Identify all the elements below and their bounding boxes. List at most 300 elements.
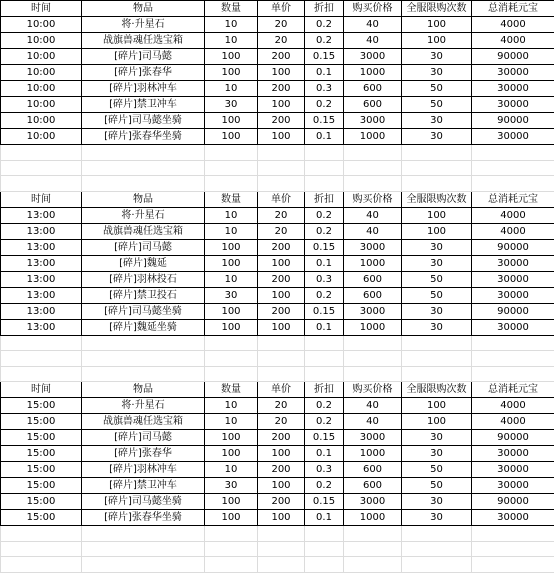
empty-cell[interactable]	[1, 160, 82, 176]
cell-item[interactable]: [碎片]羽林冲车	[82, 462, 205, 478]
cell-total-cost[interactable]: 4000	[472, 17, 554, 33]
cell-purchase-price[interactable]: 1000	[344, 510, 402, 526]
cell-quantity[interactable]: 10	[205, 414, 258, 430]
empty-cell[interactable]	[472, 557, 554, 573]
empty-cell[interactable]	[402, 351, 472, 367]
cell-item[interactable]: 将·升星石	[82, 17, 205, 33]
cell-unit-price[interactable]: 200	[258, 271, 305, 287]
cell-server-limit[interactable]: 30	[402, 510, 472, 526]
empty-cell[interactable]	[402, 366, 472, 382]
cell-discount[interactable]: 0.2	[305, 223, 344, 239]
cell-unit-price[interactable]: 100	[258, 478, 305, 494]
cell-quantity[interactable]: 100	[205, 255, 258, 271]
cell-quantity[interactable]: 100	[205, 65, 258, 81]
cell-item[interactable]: [碎片]司马懿	[82, 49, 205, 65]
cell-unit-price[interactable]: 20	[258, 207, 305, 223]
cell-time[interactable]: 13:00	[1, 239, 82, 255]
empty-cell[interactable]	[344, 366, 402, 382]
cell-total-cost[interactable]: 90000	[472, 49, 554, 65]
cell-server-limit[interactable]: 50	[402, 97, 472, 113]
cell-purchase-price[interactable]: 600	[344, 81, 402, 97]
cell-total-cost[interactable]: 4000	[472, 414, 554, 430]
cell-purchase-price[interactable]: 1000	[344, 255, 402, 271]
cell-quantity[interactable]: 30	[205, 478, 258, 494]
cell-total-cost[interactable]: 4000	[472, 223, 554, 239]
cell-purchase-price[interactable]: 3000	[344, 49, 402, 65]
cell-time[interactable]: 10:00	[1, 129, 82, 145]
cell-unit-price[interactable]: 20	[258, 223, 305, 239]
cell-item[interactable]: 战旗兽魂任选宝箱	[82, 33, 205, 49]
cell-server-limit[interactable]: 30	[402, 65, 472, 81]
empty-cell[interactable]	[1, 351, 82, 367]
cell-total-cost[interactable]: 4000	[472, 398, 554, 414]
cell-discount[interactable]: 0.2	[305, 207, 344, 223]
cell-time[interactable]: 15:00	[1, 510, 82, 526]
header-cell-quantity[interactable]: 数量	[205, 1, 258, 17]
cell-purchase-price[interactable]: 1000	[344, 129, 402, 145]
header-cell-item[interactable]: 物品	[82, 191, 205, 207]
cell-item[interactable]: [碎片]魏延坐骑	[82, 319, 205, 335]
cell-quantity[interactable]: 30	[205, 287, 258, 303]
cell-item[interactable]: [碎片]司马懿坐骑	[82, 303, 205, 319]
empty-cell[interactable]	[258, 526, 305, 542]
cell-unit-price[interactable]: 200	[258, 494, 305, 510]
cell-quantity[interactable]: 100	[205, 113, 258, 129]
header-cell-purchase-price[interactable]: 购买价格	[344, 382, 402, 398]
empty-cell[interactable]	[82, 557, 205, 573]
cell-quantity[interactable]: 100	[205, 319, 258, 335]
empty-cell[interactable]	[1, 541, 82, 557]
header-cell-time[interactable]: 时间	[1, 382, 82, 398]
empty-cell[interactable]	[472, 541, 554, 557]
empty-cell[interactable]	[305, 366, 344, 382]
cell-discount[interactable]: 0.2	[305, 478, 344, 494]
empty-cell[interactable]	[344, 526, 402, 542]
cell-purchase-price[interactable]: 600	[344, 97, 402, 113]
cell-server-limit[interactable]: 100	[402, 414, 472, 430]
cell-purchase-price[interactable]: 1000	[344, 319, 402, 335]
cell-time[interactable]: 10:00	[1, 33, 82, 49]
cell-unit-price[interactable]: 200	[258, 303, 305, 319]
cell-server-limit[interactable]: 30	[402, 303, 472, 319]
cell-quantity[interactable]: 10	[205, 17, 258, 33]
cell-server-limit[interactable]: 100	[402, 17, 472, 33]
cell-item[interactable]: [碎片]司马懿	[82, 239, 205, 255]
cell-quantity[interactable]: 30	[205, 97, 258, 113]
cell-total-cost[interactable]: 30000	[472, 287, 554, 303]
cell-quantity[interactable]: 10	[205, 33, 258, 49]
cell-server-limit[interactable]: 30	[402, 49, 472, 65]
empty-cell[interactable]	[258, 335, 305, 351]
header-cell-total-cost[interactable]: 总消耗元宝	[472, 1, 554, 17]
cell-unit-price[interactable]: 20	[258, 398, 305, 414]
cell-time[interactable]: 15:00	[1, 494, 82, 510]
header-cell-unit-price[interactable]: 单价	[258, 191, 305, 207]
cell-unit-price[interactable]: 200	[258, 113, 305, 129]
empty-cell[interactable]	[258, 541, 305, 557]
cell-item[interactable]: [碎片]禁卫投石	[82, 287, 205, 303]
cell-unit-price[interactable]: 100	[258, 319, 305, 335]
header-cell-item[interactable]: 物品	[82, 1, 205, 17]
cell-discount[interactable]: 0.2	[305, 33, 344, 49]
table-row	[1, 446, 554, 462]
cell-item[interactable]: [碎片]司马懿	[82, 430, 205, 446]
cell-purchase-price[interactable]: 40	[344, 17, 402, 33]
header-cell-server-limit[interactable]: 全服限购次数	[402, 382, 472, 398]
cell-total-cost[interactable]: 30000	[472, 65, 554, 81]
header-cell-server-limit[interactable]: 全服限购次数	[402, 191, 472, 207]
empty-cell[interactable]	[344, 557, 402, 573]
cell-purchase-price[interactable]: 40	[344, 207, 402, 223]
cell-server-limit[interactable]: 100	[402, 33, 472, 49]
table-row	[1, 510, 554, 526]
empty-cell[interactable]	[82, 526, 205, 542]
empty-cell[interactable]	[258, 557, 305, 573]
cell-item[interactable]: 将·升星石	[82, 207, 205, 223]
cell-server-limit[interactable]: 30	[402, 319, 472, 335]
cell-discount[interactable]: 0.2	[305, 414, 344, 430]
header-cell-purchase-price[interactable]: 购买价格	[344, 191, 402, 207]
cell-discount[interactable]: 0.3	[305, 81, 344, 97]
cell-discount[interactable]: 0.1	[305, 129, 344, 145]
table-row	[1, 65, 554, 81]
cell-unit-price[interactable]: 20	[258, 414, 305, 430]
cell-total-cost[interactable]: 30000	[472, 255, 554, 271]
cell-discount[interactable]: 0.1	[305, 255, 344, 271]
header-cell-quantity[interactable]: 数量	[205, 382, 258, 398]
empty-cell[interactable]	[305, 541, 344, 557]
cell-server-limit[interactable]: 30	[402, 239, 472, 255]
cell-discount[interactable]: 0.1	[305, 65, 344, 81]
header-cell-time[interactable]: 时间	[1, 191, 82, 207]
cell-quantity[interactable]: 10	[205, 223, 258, 239]
cell-purchase-price[interactable]: 600	[344, 271, 402, 287]
empty-cell[interactable]	[82, 176, 205, 192]
header-cell-item[interactable]: 物品	[82, 382, 205, 398]
empty-cell[interactable]	[344, 176, 402, 192]
empty-cell[interactable]	[205, 526, 258, 542]
cell-unit-price[interactable]: 100	[258, 287, 305, 303]
header-cell-discount[interactable]: 折扣	[305, 191, 344, 207]
cell-unit-price[interactable]: 100	[258, 446, 305, 462]
blank-row	[1, 145, 554, 161]
empty-cell[interactable]	[344, 145, 402, 161]
empty-cell[interactable]	[305, 557, 344, 573]
cell-server-limit[interactable]: 50	[402, 462, 472, 478]
cell-purchase-price[interactable]: 1000	[344, 65, 402, 81]
cell-total-cost[interactable]: 90000	[472, 239, 554, 255]
cell-item[interactable]: [碎片]张春华	[82, 446, 205, 462]
cell-unit-price[interactable]: 20	[258, 33, 305, 49]
cell-quantity[interactable]: 100	[205, 129, 258, 145]
cell-purchase-price[interactable]: 600	[344, 462, 402, 478]
cell-discount[interactable]: 0.1	[305, 319, 344, 335]
cell-unit-price[interactable]: 200	[258, 430, 305, 446]
cell-total-cost[interactable]: 30000	[472, 271, 554, 287]
cell-unit-price[interactable]: 100	[258, 510, 305, 526]
cell-purchase-price[interactable]: 3000	[344, 239, 402, 255]
cell-time[interactable]: 13:00	[1, 223, 82, 239]
cell-item[interactable]: [碎片]司马懿坐骑	[82, 113, 205, 129]
cell-server-limit[interactable]: 50	[402, 287, 472, 303]
cell-item[interactable]: [碎片]张春华	[82, 65, 205, 81]
cell-discount[interactable]: 0.2	[305, 17, 344, 33]
cell-total-cost[interactable]: 30000	[472, 81, 554, 97]
cell-time[interactable]: 15:00	[1, 478, 82, 494]
empty-cell[interactable]	[258, 366, 305, 382]
cell-item[interactable]: [碎片]司马懿坐骑	[82, 494, 205, 510]
cell-discount[interactable]: 0.15	[305, 430, 344, 446]
empty-cell[interactable]	[1, 145, 82, 161]
cell-server-limit[interactable]: 50	[402, 271, 472, 287]
header-cell-server-limit[interactable]: 全服限购次数	[402, 1, 472, 17]
cell-server-limit[interactable]: 30	[402, 129, 472, 145]
empty-cell[interactable]	[82, 366, 205, 382]
cell-quantity[interactable]: 100	[205, 430, 258, 446]
cell-total-cost[interactable]: 90000	[472, 430, 554, 446]
empty-cell[interactable]	[205, 366, 258, 382]
cell-discount[interactable]: 0.2	[305, 97, 344, 113]
empty-cell[interactable]	[1, 176, 82, 192]
header-cell-discount[interactable]: 折扣	[305, 382, 344, 398]
empty-cell[interactable]	[402, 176, 472, 192]
empty-cell[interactable]	[1, 366, 82, 382]
cell-discount[interactable]: 0.3	[305, 271, 344, 287]
cell-total-cost[interactable]: 90000	[472, 303, 554, 319]
empty-cell[interactable]	[472, 526, 554, 542]
cell-time[interactable]: 10:00	[1, 97, 82, 113]
cell-unit-price[interactable]: 100	[258, 129, 305, 145]
cell-unit-price[interactable]: 200	[258, 49, 305, 65]
cell-quantity[interactable]: 10	[205, 271, 258, 287]
empty-cell[interactable]	[402, 160, 472, 176]
empty-cell[interactable]	[402, 335, 472, 351]
cell-item[interactable]: [碎片]羽林投石	[82, 271, 205, 287]
blank-row	[1, 541, 554, 557]
cell-item[interactable]: 战旗兽魂任选宝箱	[82, 414, 205, 430]
empty-cell[interactable]	[205, 541, 258, 557]
header-cell-unit-price[interactable]: 单价	[258, 382, 305, 398]
header-cell-total-cost[interactable]: 总消耗元宝	[472, 191, 554, 207]
cell-unit-price[interactable]: 20	[258, 17, 305, 33]
cell-item[interactable]: [碎片]禁卫冲车	[82, 478, 205, 494]
cell-purchase-price[interactable]: 1000	[344, 446, 402, 462]
cell-discount[interactable]: 0.15	[305, 113, 344, 129]
cell-server-limit[interactable]: 30	[402, 113, 472, 129]
cell-item[interactable]: [碎片]张春华坐骑	[82, 510, 205, 526]
cell-item[interactable]: 将·升星石	[82, 398, 205, 414]
cell-quantity[interactable]: 100	[205, 303, 258, 319]
cell-total-cost[interactable]: 30000	[472, 462, 554, 478]
empty-cell[interactable]	[82, 351, 205, 367]
blank-row	[1, 335, 554, 351]
cell-discount[interactable]: 0.3	[305, 462, 344, 478]
empty-cell[interactable]	[205, 160, 258, 176]
cell-item[interactable]: [碎片]禁卫冲车	[82, 97, 205, 113]
cell-unit-price[interactable]: 200	[258, 239, 305, 255]
cell-quantity[interactable]: 10	[205, 462, 258, 478]
cell-server-limit[interactable]: 50	[402, 81, 472, 97]
cell-total-cost[interactable]: 30000	[472, 446, 554, 462]
empty-cell[interactable]	[305, 335, 344, 351]
cell-quantity[interactable]: 100	[205, 239, 258, 255]
cell-server-limit[interactable]: 30	[402, 446, 472, 462]
empty-cell[interactable]	[82, 145, 205, 161]
cell-total-cost[interactable]: 30000	[472, 319, 554, 335]
blank-row	[1, 351, 554, 367]
empty-cell[interactable]	[344, 160, 402, 176]
cell-time[interactable]: 13:00	[1, 303, 82, 319]
empty-cell[interactable]	[472, 351, 554, 367]
empty-cell[interactable]	[305, 351, 344, 367]
cell-time[interactable]: 13:00	[1, 319, 82, 335]
empty-cell[interactable]	[305, 176, 344, 192]
header-cell-total-cost[interactable]: 总消耗元宝	[472, 382, 554, 398]
cell-time[interactable]: 10:00	[1, 49, 82, 65]
cell-time[interactable]: 15:00	[1, 398, 82, 414]
cell-total-cost[interactable]: 90000	[472, 494, 554, 510]
empty-cell[interactable]	[305, 145, 344, 161]
cell-time[interactable]: 15:00	[1, 462, 82, 478]
empty-cell[interactable]	[402, 526, 472, 542]
empty-cell[interactable]	[205, 335, 258, 351]
cell-total-cost[interactable]: 90000	[472, 113, 554, 129]
empty-cell[interactable]	[402, 557, 472, 573]
cell-total-cost[interactable]: 30000	[472, 510, 554, 526]
cell-discount[interactable]: 0.2	[305, 287, 344, 303]
empty-cell[interactable]	[1, 557, 82, 573]
cell-total-cost[interactable]: 4000	[472, 207, 554, 223]
cell-quantity[interactable]: 10	[205, 207, 258, 223]
cell-purchase-price[interactable]: 3000	[344, 303, 402, 319]
cell-item[interactable]: [碎片]羽林冲车	[82, 81, 205, 97]
cell-time[interactable]: 10:00	[1, 65, 82, 81]
header-cell-time[interactable]: 时间	[1, 1, 82, 17]
empty-cell[interactable]	[205, 145, 258, 161]
cell-server-limit[interactable]: 100	[402, 223, 472, 239]
cell-purchase-price[interactable]: 600	[344, 287, 402, 303]
empty-cell[interactable]	[205, 176, 258, 192]
cell-discount[interactable]: 0.2	[305, 398, 344, 414]
cell-purchase-price[interactable]: 40	[344, 33, 402, 49]
table-row	[1, 462, 554, 478]
header-cell-discount[interactable]: 折扣	[305, 1, 344, 17]
cell-total-cost[interactable]: 4000	[472, 33, 554, 49]
empty-cell[interactable]	[1, 335, 82, 351]
cell-total-cost[interactable]: 30000	[472, 97, 554, 113]
cell-server-limit[interactable]: 30	[402, 494, 472, 510]
empty-cell[interactable]	[258, 160, 305, 176]
blank-row	[1, 366, 554, 382]
cell-discount[interactable]: 0.15	[305, 303, 344, 319]
cell-purchase-price[interactable]: 40	[344, 414, 402, 430]
empty-cell[interactable]	[344, 335, 402, 351]
empty-cell[interactable]	[82, 335, 205, 351]
cell-purchase-price[interactable]: 3000	[344, 494, 402, 510]
empty-cell[interactable]	[472, 160, 554, 176]
empty-cell[interactable]	[472, 145, 554, 161]
empty-cell[interactable]	[258, 176, 305, 192]
header-cell-unit-price[interactable]: 单价	[258, 1, 305, 17]
cell-time[interactable]: 10:00	[1, 81, 82, 97]
cell-discount[interactable]: 0.1	[305, 446, 344, 462]
cell-quantity[interactable]: 100	[205, 446, 258, 462]
empty-cell[interactable]	[472, 335, 554, 351]
header-cell-quantity[interactable]: 数量	[205, 191, 258, 207]
cell-discount[interactable]: 0.15	[305, 239, 344, 255]
cell-time[interactable]: 13:00	[1, 207, 82, 223]
cell-time[interactable]: 10:00	[1, 113, 82, 129]
cell-unit-price[interactable]: 100	[258, 255, 305, 271]
cell-time[interactable]: 15:00	[1, 414, 82, 430]
cell-time[interactable]: 15:00	[1, 430, 82, 446]
cell-time[interactable]: 13:00	[1, 287, 82, 303]
header-cell-purchase-price[interactable]: 购买价格	[344, 1, 402, 17]
cell-quantity[interactable]: 100	[205, 510, 258, 526]
empty-cell[interactable]	[258, 351, 305, 367]
cell-item[interactable]: 战旗兽魂任选宝箱	[82, 223, 205, 239]
empty-cell[interactable]	[344, 351, 402, 367]
empty-cell[interactable]	[344, 541, 402, 557]
cell-quantity[interactable]: 10	[205, 398, 258, 414]
cell-discount[interactable]: 0.15	[305, 494, 344, 510]
cell-discount[interactable]: 0.1	[305, 510, 344, 526]
empty-cell[interactable]	[82, 160, 205, 176]
cell-server-limit[interactable]: 100	[402, 398, 472, 414]
empty-cell[interactable]	[305, 526, 344, 542]
empty-cell[interactable]	[402, 145, 472, 161]
empty-cell[interactable]	[258, 145, 305, 161]
cell-purchase-price[interactable]: 3000	[344, 430, 402, 446]
cell-server-limit[interactable]: 50	[402, 478, 472, 494]
cell-server-limit[interactable]: 30	[402, 255, 472, 271]
cell-quantity[interactable]: 100	[205, 494, 258, 510]
cell-total-cost[interactable]: 30000	[472, 129, 554, 145]
cell-purchase-price[interactable]: 3000	[344, 113, 402, 129]
cell-server-limit[interactable]: 100	[402, 207, 472, 223]
cell-purchase-price[interactable]: 40	[344, 398, 402, 414]
cell-purchase-price[interactable]: 600	[344, 478, 402, 494]
empty-cell[interactable]	[472, 366, 554, 382]
cell-server-limit[interactable]: 30	[402, 430, 472, 446]
empty-cell[interactable]	[402, 541, 472, 557]
empty-cell[interactable]	[205, 351, 258, 367]
cell-unit-price[interactable]: 200	[258, 462, 305, 478]
cell-quantity[interactable]: 100	[205, 49, 258, 65]
cell-unit-price[interactable]: 100	[258, 65, 305, 81]
cell-unit-price[interactable]: 100	[258, 97, 305, 113]
cell-time[interactable]: 15:00	[1, 446, 82, 462]
table-row	[1, 223, 554, 239]
cell-purchase-price[interactable]: 40	[344, 223, 402, 239]
empty-cell[interactable]	[472, 176, 554, 192]
empty-cell[interactable]	[305, 160, 344, 176]
empty-cell[interactable]	[82, 541, 205, 557]
cell-item[interactable]: [碎片]张春华坐骑	[82, 129, 205, 145]
cell-quantity[interactable]: 10	[205, 81, 258, 97]
cell-total-cost[interactable]: 30000	[472, 478, 554, 494]
cell-time[interactable]: 13:00	[1, 271, 82, 287]
empty-cell[interactable]	[205, 557, 258, 573]
cell-unit-price[interactable]: 200	[258, 81, 305, 97]
cell-item[interactable]: [碎片]魏延	[82, 255, 205, 271]
table-header-row	[1, 382, 554, 398]
cell-time[interactable]: 13:00	[1, 255, 82, 271]
cell-discount[interactable]: 0.15	[305, 49, 344, 65]
empty-cell[interactable]	[1, 526, 82, 542]
table-header-row	[1, 191, 554, 207]
cell-time[interactable]: 10:00	[1, 17, 82, 33]
